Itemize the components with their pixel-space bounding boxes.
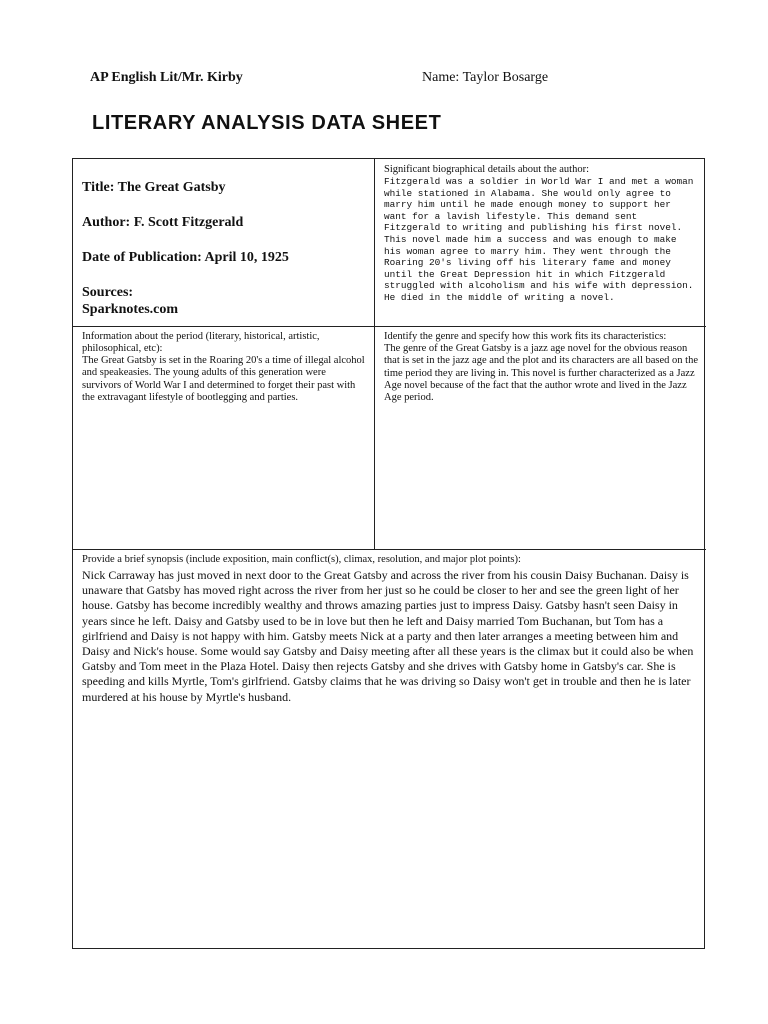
book-info-cell (73, 159, 375, 327)
synopsis-prompt: Provide a brief synopsis (include exposition, main conflict(s), climax, resolution, and major plot points): (82, 554, 521, 565)
sources-value: Sparknotes.com (82, 302, 179, 317)
biography-cell (375, 159, 706, 327)
period-prompt: Information about the period (literary, historical, artistic, philosophical, etc): (82, 331, 320, 354)
synopsis-cell (73, 550, 704, 948)
page-title: LITERARY ANALYSIS DATA SHEET (92, 112, 442, 134)
period-cell (73, 327, 375, 550)
book-title: Title: The Great Gatsby (82, 180, 226, 195)
synopsis-answer: Nick Carraway has just moved in next door to the Great Gatsby and across the river from his cousin Daisy Buchanan. Daisy is unaware that Gatsby has moved right across the river from her just so he could be closer to her and see the green light of her house. Gatsby has become incredibly wealthy and throws amazing parties just to impress Daisy. Gatsby hasn't seen Daisy in years since he left. Daisy and Gatsby used to be in love but then he left and Daisy married Tom Buchanan, but Tom has a girlfriend and Daisy is not happy with him. Gatsby meets Nick at a party and then later arranges a meeting between him and Daisy and Nick's house. Some would say Gatsby and Daisy meeting after all these years is the climax but it could also be when Gatsby and Tom meet in the Plaza Hotel. Daisy then rejects Gatsby and she drives with Gatsby home in Gatsby's car. She is speeding and kills Myrtle, Tom's girlfriend. Gatsby claims that he was driving so Daisy won't get in trouble and then he is later murdered at his house by Myrtle's husband. (82, 568, 694, 704)
data-sheet-table (72, 158, 705, 949)
biography-prompt: Significant biographical details about the author: (384, 164, 589, 175)
book-author: Author: F. Scott Fitzgerald (82, 215, 244, 230)
publication-date: Date of Publication: April 10, 1925 (82, 250, 289, 265)
sources-block (82, 284, 366, 318)
genre-cell (375, 327, 706, 550)
genre-answer: The genre of the Great Gatsby is a jazz age novel for the obvious reason that is set in the jazz age and the plot and its characters are all based on the time period they are living in. This novel is further characterized as a Jazz Age novel because of the fact that the author wrote and lived in the Jazz Age period. (384, 343, 699, 404)
period-answer: The Great Gatsby is set in the Roaring 20's a time of illegal alcohol and speakeasies. The young adults of this generation were survivors of World War I and determined to forget their past with the extravagant lifestyle of bootlegging and parties. (82, 355, 365, 403)
course-header: AP English Lit/Mr. Kirby (90, 70, 243, 85)
student-name: Name: Taylor Bosarge (422, 70, 549, 85)
biography-answer: Fitzgerald was a soldier in World War I and met a woman while stationed in Alabama. She would only agree to marry him until he made enough money to support her want for a lavish lifestyle. This demand sent Fitzgerald to writing and publishing his first novel. This novel made him a success and was enough to make his woman agree to marry him. They went through the Roaring 20's living off his literary fame and money until the Great Depression hit in which Fitzgerald struggled with alcoholism and his wife with depression. He died in the middle of writing a novel. (384, 176, 694, 303)
genre-prompt: Identify the genre and specify how this work fits its characteristics: (384, 331, 667, 342)
sources-label: Sources: (82, 285, 134, 300)
